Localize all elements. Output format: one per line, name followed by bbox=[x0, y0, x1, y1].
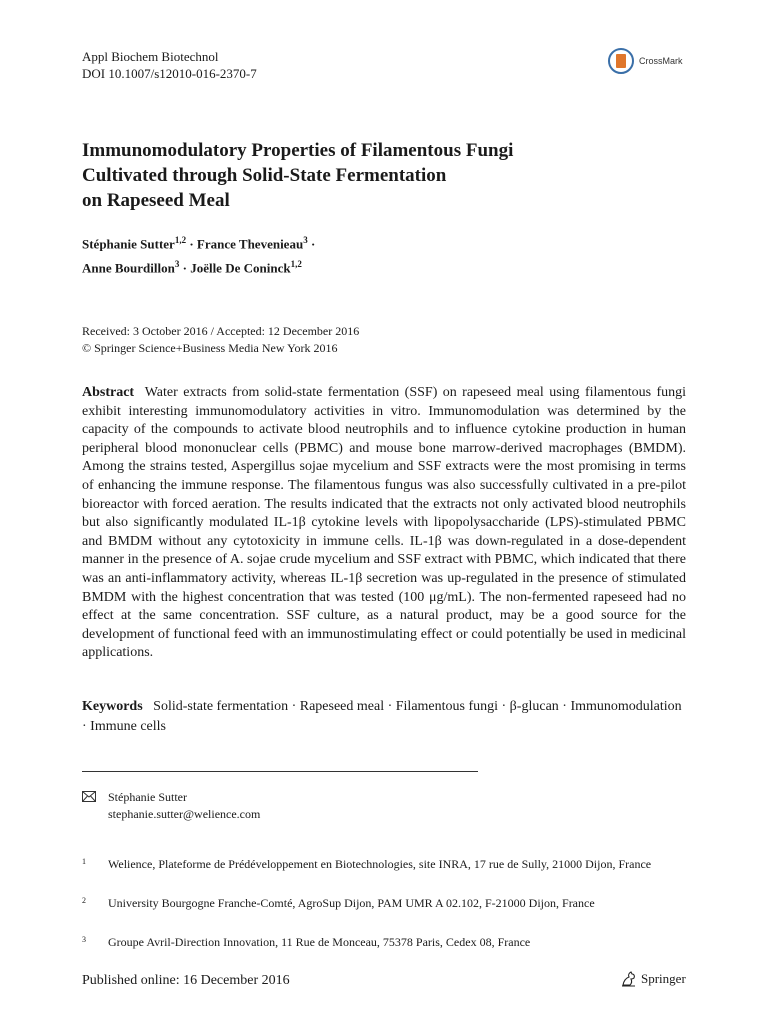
author-separator: · bbox=[186, 236, 197, 252]
abstract-heading: Abstract bbox=[82, 385, 135, 400]
copyright-line: © Springer Science+Business Media New York 2016 bbox=[82, 341, 338, 355]
author-name[interactable]: France Thevenieau bbox=[196, 236, 304, 252]
author-name[interactable]: Stéphanie Sutter bbox=[82, 236, 175, 252]
author-affiliation-ref: 1,2 bbox=[174, 235, 187, 245]
envelope-icon bbox=[82, 791, 96, 802]
contact-name: Stéphanie Sutter bbox=[108, 790, 187, 804]
title-line-1: Immunomodulatory Properties of Filamentous Fungi bbox=[82, 140, 514, 161]
doi-link[interactable]: DOI 10.1007/s12010-016-2370-7 bbox=[82, 66, 257, 81]
article-dates bbox=[82, 323, 359, 357]
publisher-name: Springer bbox=[641, 971, 686, 986]
affiliation-number: 3 bbox=[82, 935, 86, 944]
article-title bbox=[82, 138, 682, 213]
title-line-2: Cultivated through Solid-State Fermentation bbox=[82, 165, 447, 186]
author-name[interactable]: Anne Bourdillon bbox=[82, 260, 175, 276]
contact-email[interactable]: stephanie.sutter@welience.com bbox=[108, 807, 261, 821]
crossmark-badge[interactable] bbox=[608, 48, 683, 74]
author-affiliation-ref: 3 bbox=[303, 235, 308, 245]
journal-name: Appl Biochem Biotechnol bbox=[82, 49, 219, 64]
footnote-divider bbox=[82, 771, 478, 772]
journal-header bbox=[82, 48, 257, 82]
published-date: Published online: 16 December 2016 bbox=[82, 973, 290, 988]
author-separator: · bbox=[307, 236, 316, 252]
abstract bbox=[82, 384, 686, 663]
crossmark-label: CrossMark bbox=[639, 56, 683, 66]
springer-horse-icon bbox=[620, 970, 638, 988]
author-affiliation-ref: 1,2 bbox=[290, 259, 302, 270]
crossmark-icon bbox=[608, 48, 634, 74]
author-list bbox=[82, 230, 682, 279]
received-accepted-dates: Received: 3 October 2016 / Accepted: 12 December 2016 bbox=[82, 324, 360, 338]
affiliation-text: University Bourgogne Franche-Comté, AgroSup Dijon, PAM UMR A 02.102, F-21000 Dijon, France bbox=[108, 896, 595, 910]
abstract-text: Water extracts from solid-state fermentation (SSF) on rapeseed meal using filamentous fungi exhibit interesting immunomodulatory activities in vitro. Immunomodulation was determined by the capacity of the compounds to activate blood neutrophils and to influence cytokine production in human peripheral blood mononuclear cells (PBMC) and mouse bone marrow-derived macrophages (BMDM). Among the strains tested, Aspergillus sojae mycelium and SSF extracts were the most promising in terms of enhancing the immune response. The filamentous fungus was also successfully cultivated in a pre-pilot bioreactor with forced aeration. The results indicated that the extracts not only activated blood neutrophils but also significantly modulated IL-1β cytokine levels with lipopolysaccharide (LPS)-stimulated PBMC and BMDM without any cytotoxicity in immune cells. IL-1β was down-regulated in a dose-dependent manner in the presence of A. sojae crude mycelium and SSF extract with PBMC, which indicated that there was an anti-inflammatory activity, whereas IL-1β secretion was up-regulated in the presence of stimulated BMDM with the highest concentration that was tested (100 μg/mL). The non-fermented rapeseed had no effect at the same concentration. SSF culture, as a natural product, may be a good source for the development of functional feed with an immunostimulating effect or could potentially be used in medicinal applications. bbox=[82, 385, 687, 661]
author-name[interactable]: Joëlle De Coninck bbox=[190, 260, 291, 276]
keywords-heading: Keywords bbox=[82, 699, 143, 714]
affiliation-number: 1 bbox=[82, 857, 86, 866]
keywords-text: Solid-state fermentation · Rapeseed meal · Filamentous fungi · β-glucan · Immunomodulation · Immune cells bbox=[82, 699, 682, 734]
publisher-logo bbox=[620, 970, 686, 988]
affiliation-text: Groupe Avril-Direction Innovation, 11 Rue de Monceau, 75378 Paris, Cedex 08, France bbox=[108, 935, 531, 949]
keywords bbox=[82, 697, 686, 737]
title-line-3: on Rapeseed Meal bbox=[82, 190, 230, 211]
author-affiliation-ref: 3 bbox=[174, 259, 180, 270]
affiliation-text: Welience, Plateforme de Prédéveloppement en Biotechnologies, site INRA, 17 rue de Sully, 21000 Dijon, France bbox=[108, 857, 652, 871]
author-separator: · bbox=[179, 260, 191, 276]
affiliation-number: 2 bbox=[82, 896, 86, 905]
